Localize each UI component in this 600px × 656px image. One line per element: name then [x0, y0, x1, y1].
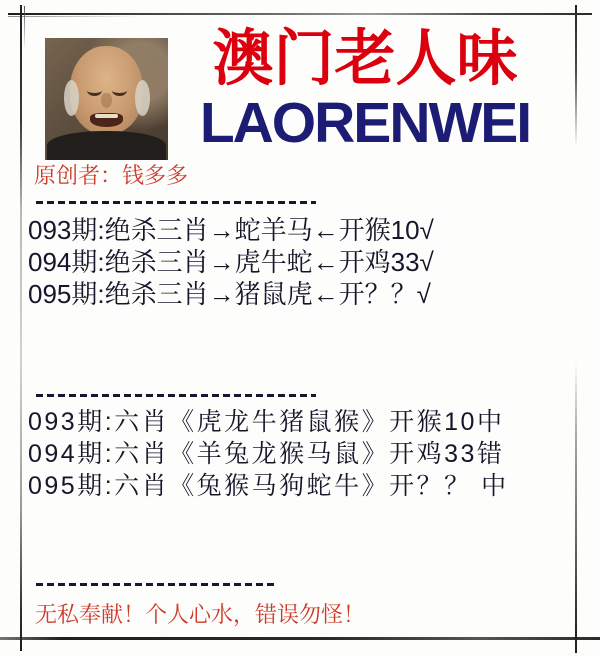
author-line: 原创者：钱多多: [34, 163, 189, 188]
photo-eye-left: [87, 85, 102, 96]
footer-disclaimer: 无私奉献！个人心水，错误勿怪！: [35, 602, 366, 627]
kill-three-row-093: 093期:绝杀三肖→蛇羊马←开猴10√: [28, 215, 434, 245]
photo-torso: [47, 131, 166, 160]
frame-bottom-line: [0, 637, 600, 640]
photo-teeth: [95, 114, 118, 118]
dashed-divider-1: [36, 201, 316, 204]
frame-right-line: [575, 5, 577, 653]
site-title-chinese: 澳门老人味: [212, 24, 518, 92]
photo-nose: [101, 93, 112, 108]
photo-hair-left: [64, 80, 79, 116]
photo-eye-right: [112, 85, 127, 96]
frame-top-line-echo: [8, 16, 138, 17]
dashed-divider-3: [36, 583, 274, 586]
dashed-divider-2: [36, 394, 316, 397]
frame-top-line: [8, 13, 592, 15]
six-xiao-row-095: 095期:六肖《兔猴马狗蛇牛》开？？ 中: [28, 472, 509, 500]
elderly-man-photo: [45, 38, 168, 160]
frame-left-line-echo: [24, 6, 25, 50]
six-xiao-row-093: 093期:六肖《虎龙牛猪鼠猴》开猴10中: [28, 408, 505, 436]
photo-hair-right: [135, 80, 150, 116]
frame-left-line: [20, 5, 22, 651]
six-xiao-row-094: 094期:六肖《羊兔龙猴马鼠》开鸡33错: [28, 440, 505, 468]
site-title-latin: LAORENWEI: [199, 91, 531, 155]
kill-three-row-094: 094期:绝杀三肖→虎牛蛇←开鸡33√: [28, 247, 434, 277]
kill-three-row-095: 095期:绝杀三肖→猪鼠虎←开？？√: [28, 279, 431, 309]
